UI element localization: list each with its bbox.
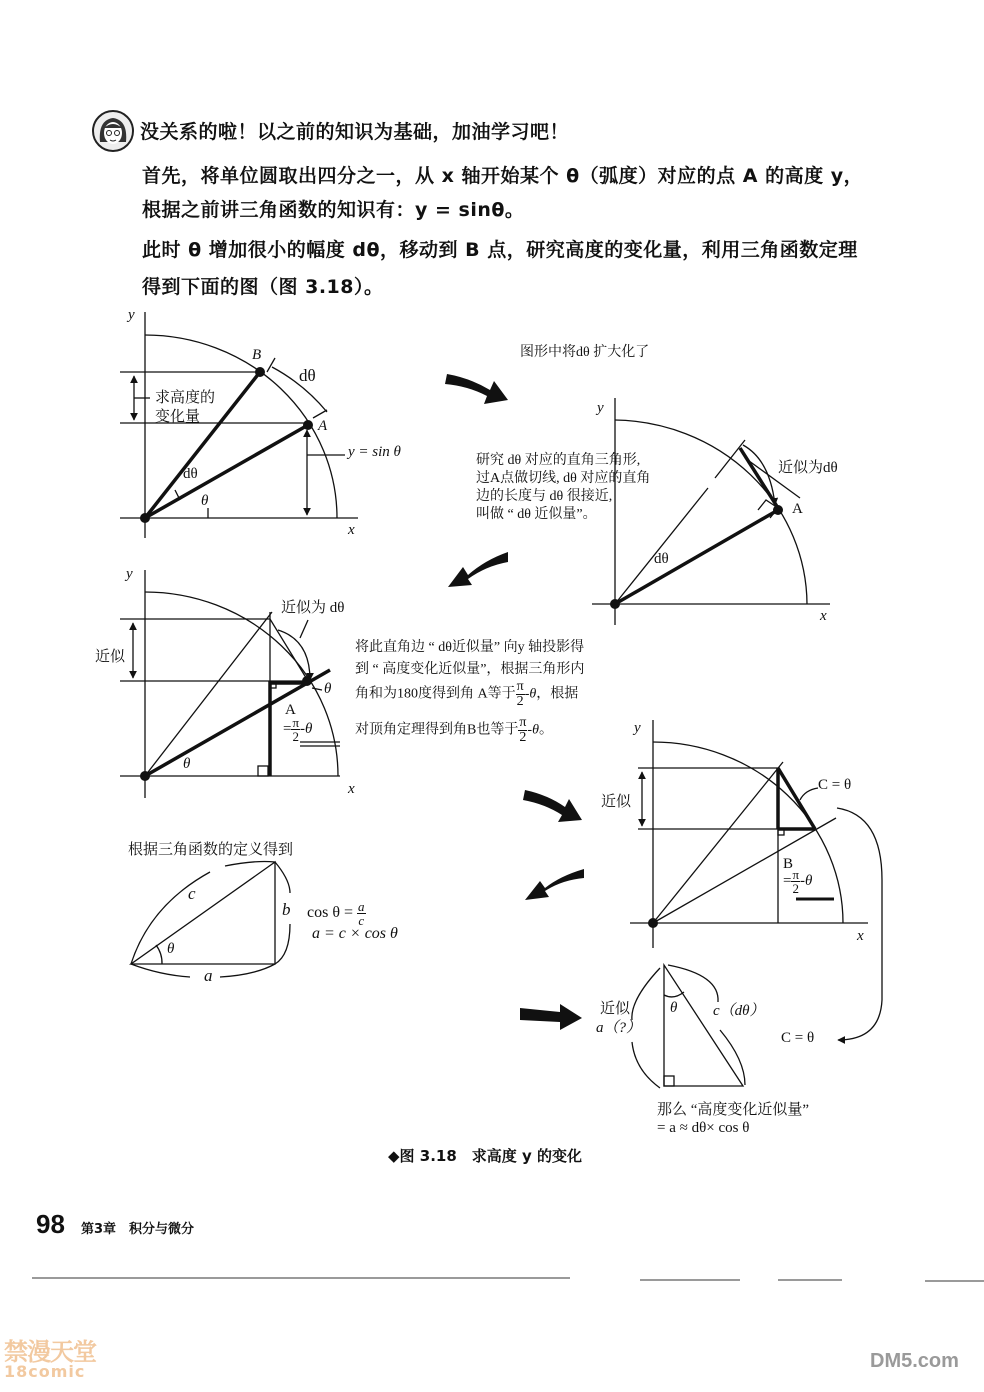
watermark-dm5: DM5.com (870, 1350, 959, 1372)
fig6-c-eq-theta: C = θ (781, 1030, 815, 1046)
fig1-sin-label: y = sin θ (348, 444, 401, 460)
fig2-x-axis-label: x (820, 608, 827, 624)
fig4-y-axis-label: y (634, 720, 641, 736)
fig3-x-axis-label: x (348, 781, 355, 797)
fig1-theta-angle: θ (201, 493, 209, 509)
intro-line-3: 此时 θ 增加很小的幅度 dθ，移动到 B 点，研究高度的变化量，利用三角函数定理 (142, 239, 858, 261)
fig2-explain-4: 叫做 “ dθ 近似量”。 (476, 507, 597, 522)
fig1-x-axis-label: x (348, 522, 355, 538)
fig1-point-b: B (252, 347, 262, 363)
fig1-dtheta-angle: dθ (183, 466, 198, 482)
speech-line: 没关系的啦！以之前的知识为基础，加油学习吧！ (140, 121, 570, 143)
fig2-approx-label: 近似为dθ (778, 460, 838, 476)
fig1-y-axis-label: y (128, 307, 135, 323)
page-number: 98 (36, 1209, 65, 1239)
fig6-c-dtheta: c（dθ） (713, 1003, 765, 1019)
fig3-explain-1: 将此直角边 “ dθ近似量” 向y 轴投影得 (355, 640, 585, 655)
fig1-point-a: A (318, 418, 328, 434)
fig5-side-b: b (282, 900, 291, 919)
fig3-explain-2: 到 “ 高度变化近似量”，根据三角形内 (355, 662, 585, 677)
fig6-theta: θ (670, 1000, 678, 1016)
fig4-c-eq-theta: C = θ (818, 777, 852, 793)
fig4-angle-b-value: = $\frac{\pi}{2}$ -θ (783, 867, 813, 896)
fig3-angle-a-value: = $\frac{\pi}{2}$ -θ (283, 715, 313, 744)
figure-caption: ◆图 3.18 求高度 y 的变化 (388, 1147, 582, 1165)
fig3-approx-side: 近似 (95, 649, 126, 665)
fig6-a-question: a（?） (596, 1020, 642, 1036)
fig1-dtheta-arc: dθ (299, 366, 316, 385)
fig6-approx: 近似 (600, 1001, 631, 1017)
fig4-x-axis-label: x (857, 928, 864, 944)
fig2-explain-1: 研究 dθ 对应的直角三角形, (476, 453, 641, 468)
fig4-angle-b: B (783, 856, 794, 872)
fig2-point-a: A (792, 501, 803, 517)
fig3-explain-4: 对顶角定理得到角B也等于 $\frac{\pi}{2}$ -θ。 (355, 715, 553, 745)
fig5-theta: θ (167, 941, 175, 957)
fig2-dtheta-angle: dθ (654, 551, 669, 567)
fig5-side-a: a (204, 966, 213, 985)
fig2-explain-2: 过A点做切线, dθ 对应的直角 (476, 471, 651, 486)
fig3-y-axis-label: y (126, 566, 133, 582)
fig3-angle-a: A (285, 702, 296, 718)
fig3-theta-small: θ (324, 681, 332, 697)
fig5-cos-definition: cos θ = $\frac{a}{c}$ (307, 899, 365, 928)
fig2-y-axis-label: y (597, 400, 604, 416)
chapter-title: 第3章 积分与微分 (81, 1222, 195, 1237)
fig6-result-1: 那么 “高度变化近似量” (657, 1102, 810, 1118)
fig5-a-equation: a = c × cos θ (312, 925, 398, 942)
fig3-approx-label: 近似为 dθ (281, 600, 345, 616)
intro-line-4: 得到下面的图（图 3.18）。 (142, 276, 384, 298)
intro-line-1: 首先，将单位圆取出四分之一，从 x 轴开始某个 θ（弧度）对应的点 A 的高度 y， (142, 165, 864, 187)
fig1-height-change-label-2: 变化量 (155, 409, 201, 425)
fig3-explain-3: 角和为180度得到角 A等于 $\frac{\pi}{2}$ -θ，根据 (355, 679, 579, 709)
fig6-result-2: = a ≈ dθ× cos θ (657, 1120, 750, 1136)
fig3-theta-angle: θ (183, 756, 191, 772)
watermark-18comic: 禁漫天堂 18comic (4, 1338, 96, 1381)
fig5-side-c: c (188, 884, 196, 903)
fig4-approx-side: 近似 (601, 794, 632, 810)
intro-line-2: 根据之前讲三角函数的知识有：y = sinθ。 (142, 199, 525, 221)
fig2-note: 图形中将dθ 扩大化了 (520, 345, 650, 360)
fig5-title: 根据三角函数的定义得到 (128, 842, 294, 858)
fig2-explain-3: 边的长度与 dθ 很接近, (476, 489, 613, 504)
fig1-height-change-label: 求高度的 (155, 390, 216, 406)
